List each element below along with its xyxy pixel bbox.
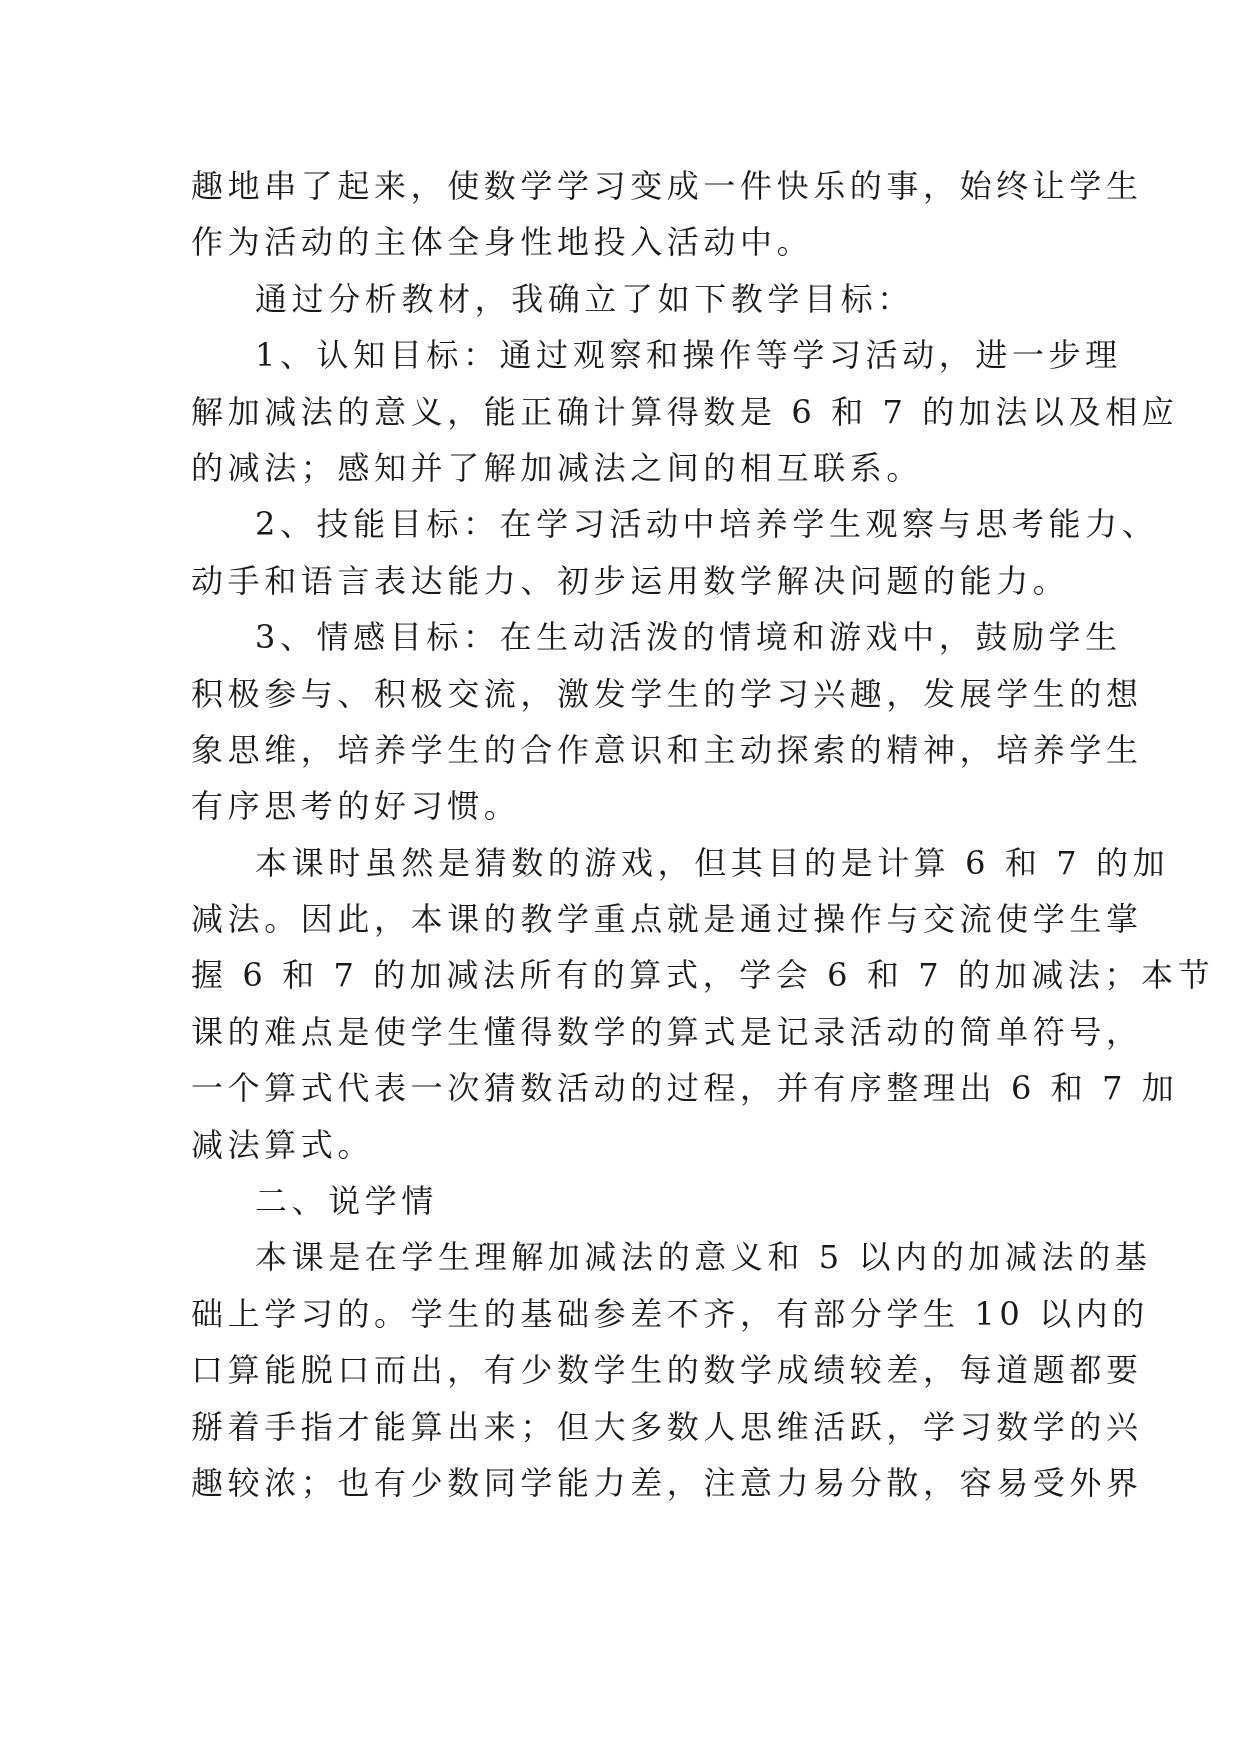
text-line: 有序思考的好习惯。 <box>191 787 521 826</box>
text-line: 减法。因此，本课的教学重点就是通过操作与交流使学生掌 <box>191 900 1143 939</box>
text-line: 的减法；感知并了解加减法之间的相互联系。 <box>191 448 924 487</box>
text-line: 一个算式代表一次猜数活动的过程，并有序整理出 6 和 7 加 <box>191 1069 1179 1108</box>
text-line: 解加减法的意义，能正确计算得数是 6 和 7 的加法以及相应 <box>191 392 1179 431</box>
text-line: 象思维，培养学生的合作意识和主动探索的精神，培养学生 <box>191 730 1143 769</box>
document-body <box>191 158 1215 1511</box>
text-line: 作为活动的主体全身性地投入活动中。 <box>191 223 814 262</box>
text-line: 2、技能目标：在学习活动中培养学生观察与思考能力、 <box>255 505 1159 544</box>
text-line: 积极参与、积极交流，激发学生的学习兴趣，发展学生的想 <box>191 674 1143 713</box>
text-line: 减法算式。 <box>191 1125 375 1164</box>
text-line: 掰着手指才能算出来；但大多数人思维活跃，学习数学的兴 <box>191 1407 1143 1446</box>
text-line: 1、认知目标：通过观察和操作等学习活动，进一步理 <box>255 336 1122 375</box>
text-line: 趣较浓；也有少数同学能力差，注意力易分散，容易受外界 <box>191 1463 1143 1502</box>
text-line: 通过分析教材，我确立了如下教学目标： <box>255 279 914 318</box>
text-line: 握 6 和 7 的加减法所有的算式，学会 6 和 7 的加减法；本节 <box>191 956 1215 995</box>
text-line: 动手和语言表达能力、初步运用数学解决问题的能力。 <box>191 561 1070 600</box>
text-line: 口算能脱口而出，有少数学生的数学成绩较差，每道题都要 <box>191 1351 1143 1390</box>
text-line: 本课是在学生理解加减法的意义和 5 以内的加减法的基 <box>255 1238 1152 1277</box>
text-line: 础上学习的。学生的基础参差不齐，有部分学生 10 以内的 <box>191 1294 1149 1333</box>
text-line: 课的难点是使学生懂得数学的算式是记录活动的简单符号， <box>191 1012 1143 1051</box>
text-line: 3、情感目标：在生动活泼的情境和游戏中，鼓励学生 <box>255 618 1122 657</box>
text-line: 本课时虽然是猜数的游戏，但其目的是计算 6 和 7 的加 <box>255 843 1170 882</box>
text-line: 趣地串了起来，使数学学习变成一件快乐的事，始终让学生 <box>191 167 1143 205</box>
section-heading: 二、说学情 <box>255 1182 439 1221</box>
